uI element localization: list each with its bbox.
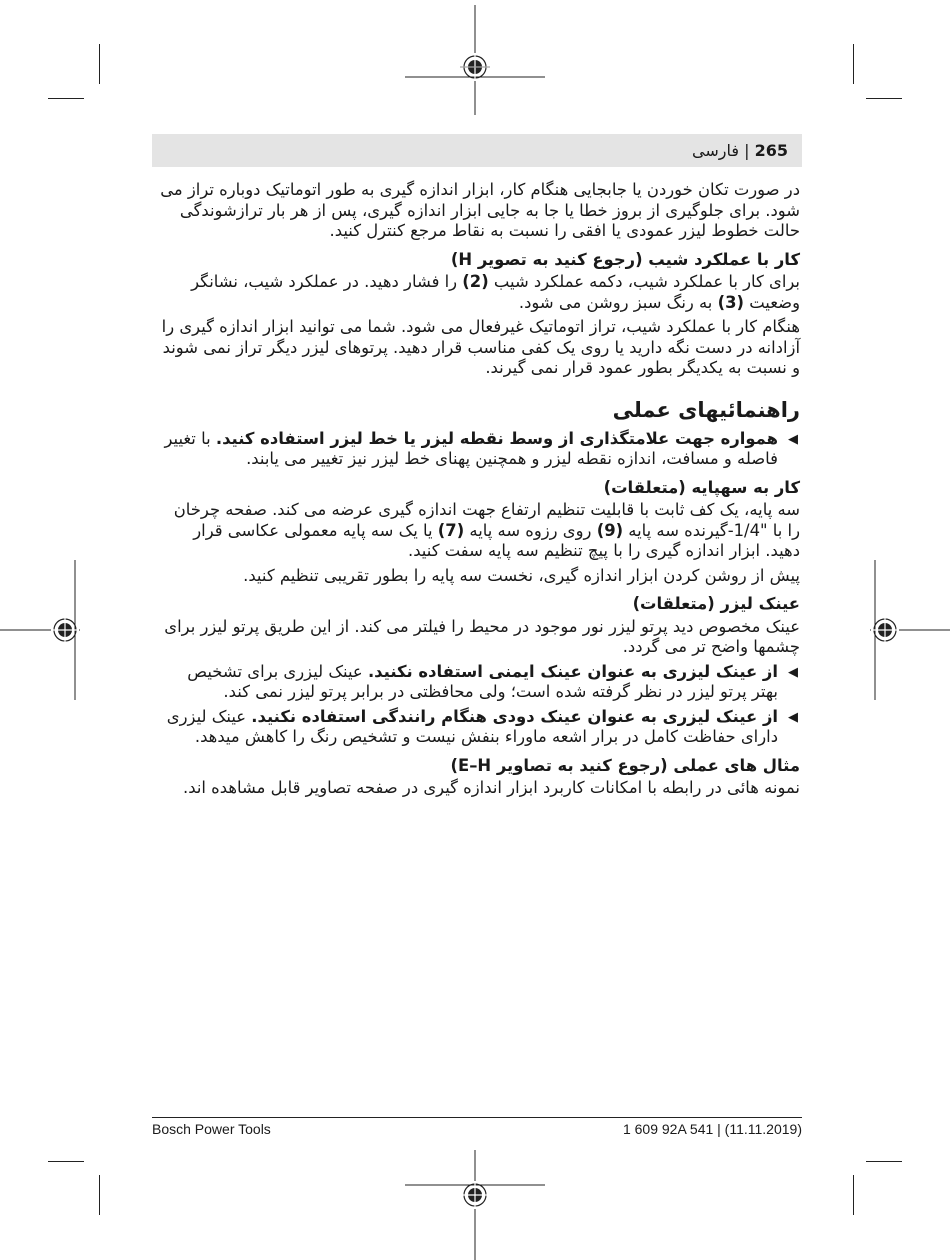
- examples-paragraph: نمونه هائی در رابطه با امکانات کاربرد ابزار اندازه گیری در صفحه تصاویر قابل مشاهده اند.: [183, 778, 800, 797]
- header-separator: |: [739, 141, 755, 160]
- bullet-arrow-icon: ◀: [788, 664, 798, 680]
- crop-mark: [48, 1161, 84, 1162]
- registration-mark-bottom: [400, 1150, 550, 1260]
- bullet-arrow-icon: ◀: [788, 709, 798, 725]
- registration-mark-top: [400, 5, 550, 115]
- footer-brand: Bosch Power Tools: [152, 1121, 271, 1137]
- tripod-heading: کار به سهپایه (متعلقات): [603, 477, 800, 497]
- footer-rule: [152, 1117, 802, 1118]
- crop-mark: [866, 1161, 902, 1162]
- bullet-arrow-icon: ◀: [788, 431, 798, 447]
- crop-mark: [866, 98, 902, 99]
- page-header: [152, 134, 802, 167]
- tips-bullet-1: ◀ همواره جهت علامتگذاری از وسط نقطه لیزر یا خط لیزر استفاده کنید. با تغییر فاصله و مسافت، اندازه نقطه لیزر و همچنین پهنای خط لیزر نیز تغییر می یابند.: [164, 428, 798, 468]
- crop-mark: [853, 1175, 854, 1215]
- footer-doc-number: 1 609 92A 541 | (11.11.2019): [622, 1121, 802, 1137]
- registration-mark-left: [0, 555, 80, 705]
- header-language: فارسی: [692, 141, 740, 160]
- glasses-paragraph-1: عینک مخصوص دید پرتو لیزر نور موجود در محیط را فیلتر می کند. از این طریق پرتو لیزر برای چشمها واضح تر می گردد.: [164, 616, 800, 656]
- glasses-bullet-1: ◀ از عینک لیزری به عنوان عینک ایمنی استفاده نکنید. عینک لیزری برای تشخیص بهتر پرتو لیزر در نظر گرفته شده است؛ ولی محافظتی در برابر پرتو لیزر نمی کند.: [187, 661, 798, 701]
- header-label: [692, 134, 788, 167]
- crop-mark: [99, 1175, 100, 1215]
- tilt-heading: کار با عملکرد شیب (رجوع کنید به تصویر H): [450, 249, 800, 269]
- crop-mark: [853, 44, 854, 84]
- glasses-bullet-2: ◀ از عینک لیزری به عنوان عینک دودی هنگام رانندگی استفاده نکنید. عینک لیزری دارای حفاظت کامل در برار اشعه ماوراء بنفش نیست و تشخیص رنگ را کاهش میدهد.: [166, 706, 798, 746]
- tilt-paragraph-1: برای کار با عملکرد شیب، دکمه عملکرد شیب (2) را فشار دهید. در عملکرد شیب، نشانگر وضعیت (3) به رنگ سبز روشن می شود.: [191, 272, 800, 312]
- crop-mark: [99, 44, 100, 84]
- page-body: [160, 180, 800, 803]
- tripod-paragraph-1: سه پایه، یک کف ثابت با قابلیت تنظیم ارتفاع جهت اندازه گیری عرضه می کند. صفحه چرخان را با "1/4-گیرنده سه پایه (9) روی رزوه سه پایه (7) یا یک سه پایه معمولی عکاسی قرار دهید. ابزار اندازه گیری را با پیچ تنظیم سه پایه سفت کنید.: [173, 500, 800, 560]
- registration-mark-right: [870, 555, 950, 705]
- tips-heading: راهنمائیهای عملی: [612, 397, 800, 422]
- tilt-paragraph-2: هنگام کار با عملکرد شیب، تراز اتوماتیک غیرفعال می شود. شما می توانید ابزار اندازه گیری را آزادانه در دست نگه دارید یا روی یک کفی مناسب قرار دهید. پرتوهای لیزر دیگر تراز نمی شوند و نسبت به یکدیگر بطور عمود قرار نمی گیرند.: [161, 317, 800, 377]
- crop-mark: [48, 98, 84, 99]
- page-number: 265: [754, 141, 788, 160]
- intro-paragraph: در صورت تکان خوردن یا جابجایی هنگام کار، ابزار اندازه گیری به طور اتوماتیک دوباره تراز می شود. برای جلوگیری از بروز خطا یا جا به جایی ابزار اندازه گیری، پس از هر بار ترازشوندگی حالت خطوط لیزر عمودی یا افقی را نسبت به نقاط مرجع کنترل کنید.: [160, 180, 800, 240]
- glasses-heading: عینک لیزر (متعلقات): [632, 594, 800, 613]
- examples-heading: مثال های عملی (رجوع کنید به تصاویر E–H): [450, 755, 800, 775]
- tripod-paragraph-2: پیش از روشن کردن ابزار اندازه گیری، نخست سه پایه را بطور تقریبی تنظیم کنید.: [243, 565, 800, 585]
